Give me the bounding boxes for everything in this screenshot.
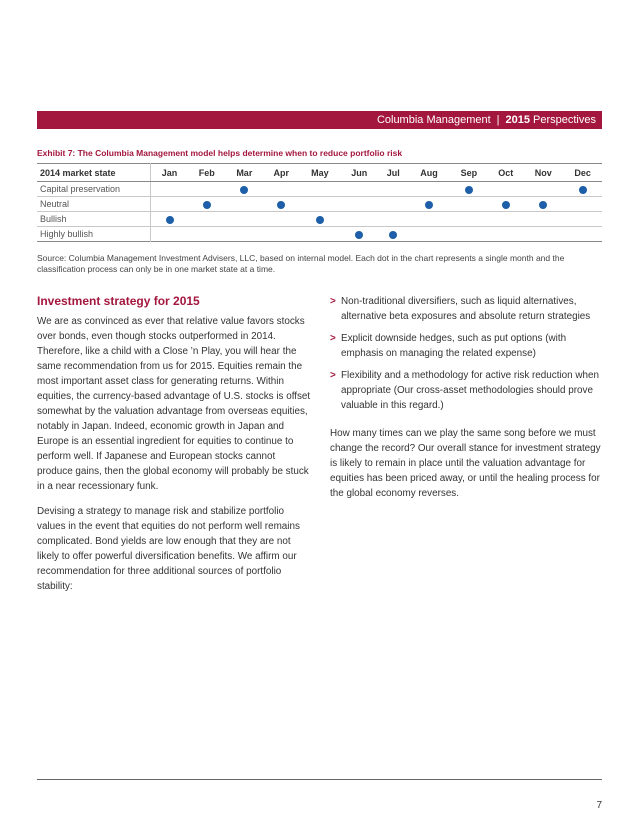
list-item xyxy=(330,368,602,413)
month-header-dec: Dec xyxy=(563,164,602,182)
month-header-oct: Oct xyxy=(488,164,523,182)
month-header-feb: Feb xyxy=(188,164,226,182)
month-state-dot xyxy=(465,186,473,194)
table-cell xyxy=(488,212,523,227)
header-separator: | xyxy=(496,114,500,126)
table-cell xyxy=(563,182,602,197)
right-column xyxy=(330,294,602,511)
table-row xyxy=(37,182,602,197)
bullet-text: Flexibility and a methodology for active risk reduction when appropriate (Our cross-asset methodologies should prove valuable in this regard.) xyxy=(341,370,599,411)
table-cell xyxy=(340,212,378,227)
table-cell xyxy=(226,182,264,197)
state-label: Capital preservation xyxy=(37,182,151,197)
table-cell xyxy=(523,227,563,242)
table-cell xyxy=(408,212,449,227)
market-state-table xyxy=(37,163,602,242)
bullet-marker: > xyxy=(330,296,336,307)
table-cell xyxy=(378,182,409,197)
month-state-dot xyxy=(389,231,397,239)
table-cell xyxy=(408,227,449,242)
table-cell xyxy=(226,227,264,242)
table-cell xyxy=(523,197,563,212)
section-title: Investment strategy for 2015 xyxy=(37,294,200,308)
exhibit-source-note: Source: Columbia Management Investment Advisers, LLC, based on internal model. Each dot in the chart represents a single month and the classification process can only be in one market state at a time. xyxy=(37,253,565,274)
table-cell xyxy=(263,182,299,197)
month-header-jul: Jul xyxy=(378,164,409,182)
header-title: Perspectives xyxy=(533,114,596,126)
table-cell xyxy=(449,197,488,212)
month-state-dot xyxy=(166,216,174,224)
bullet-list xyxy=(330,294,602,413)
month-state-dot xyxy=(316,216,324,224)
table-cell xyxy=(263,197,299,212)
table-row xyxy=(37,212,602,227)
table-cell xyxy=(151,212,189,227)
table-cell xyxy=(449,212,488,227)
table-cell xyxy=(226,197,264,212)
bullet-text: Explicit downside hedges, such as put options (with emphasis on managing the related expense) xyxy=(341,333,567,359)
table-cell xyxy=(263,227,299,242)
exhibit-title: Exhibit 7: The Columbia Management model helps determine when to reduce portfolio risk xyxy=(37,148,403,158)
state-column-header: 2014 market state xyxy=(37,164,151,182)
table-cell xyxy=(340,227,378,242)
table-header-row xyxy=(37,164,602,182)
table-cell xyxy=(226,212,264,227)
table-cell xyxy=(151,182,189,197)
month-header-aug: Aug xyxy=(408,164,449,182)
table-cell xyxy=(299,182,340,197)
table-cell xyxy=(523,212,563,227)
body-paragraph: Devising a strategy to manage risk and stabilize portfolio values in the event that equities do not perform well remains complicated. Bond yields are low enough that they are not likely to offer powerful diversification benefits. We affirm our recommendation for three additional sources of portfolio stability: xyxy=(37,506,300,592)
state-label: Highly bullish xyxy=(37,227,151,242)
table-cell xyxy=(449,227,488,242)
table-cell xyxy=(299,227,340,242)
table-cell xyxy=(378,227,409,242)
month-state-dot xyxy=(579,186,587,194)
table-cell xyxy=(408,182,449,197)
table-cell xyxy=(563,227,602,242)
month-header-jan: Jan xyxy=(151,164,189,182)
table-cell xyxy=(188,227,226,242)
month-state-dot xyxy=(240,186,248,194)
list-item xyxy=(330,294,602,324)
bullet-marker: > xyxy=(330,370,336,381)
month-header-mar: Mar xyxy=(226,164,264,182)
table-cell xyxy=(151,227,189,242)
month-header-jun: Jun xyxy=(340,164,378,182)
month-header-may: May xyxy=(299,164,340,182)
table-cell xyxy=(340,182,378,197)
table-row xyxy=(37,227,602,242)
month-state-dot xyxy=(502,201,510,209)
page-header-bar xyxy=(37,111,602,129)
table-body xyxy=(37,182,602,242)
table-cell xyxy=(188,197,226,212)
state-label: Neutral xyxy=(37,197,151,212)
page-number: 7 xyxy=(596,800,602,811)
table-cell xyxy=(488,197,523,212)
table-cell xyxy=(188,212,226,227)
table-cell xyxy=(299,212,340,227)
table-cell xyxy=(408,197,449,212)
header-year: 2015 xyxy=(505,114,531,126)
body-paragraph: We are as convinced as ever that relative value favors stocks over bonds, even though stocks outperformed in 2014. Therefore, like a child with a Close ’n Play, you will hear the same recommendation from us for 2015. Equities remain the most important asset class for generating returns. Within equities, the currency-based advantage of U.S. stocks is offset somewhat by the valuation advantage from overseas equities, notably in Japan. Indeed, economic growth in Japan and Europe is an essential ingredient for equities to continue to perform well. If Japanese and European stocks cannot produce gains, then the global economy will probably be stuck in a near recessionary funk. xyxy=(37,316,311,492)
footer-divider xyxy=(37,779,602,780)
table-cell xyxy=(488,182,523,197)
table-row xyxy=(37,197,602,212)
left-column xyxy=(37,294,311,604)
bullet-marker: > xyxy=(330,333,336,344)
month-state-dot xyxy=(355,231,363,239)
month-state-dot xyxy=(277,201,285,209)
table-cell xyxy=(449,182,488,197)
closing-paragraph: How many times can we play the same song before we must change the record? Our overall stance for investment strategy is likely to remain in place until the valuation advantage for equities has been priced away, or until the healing process for the global economy reverses. xyxy=(330,428,601,499)
table-cell xyxy=(378,197,409,212)
table-cell xyxy=(263,212,299,227)
table-cell xyxy=(378,212,409,227)
header-company: Columbia Management xyxy=(376,114,491,126)
month-state-dot xyxy=(539,201,547,209)
table-cell xyxy=(340,197,378,212)
month-header-sep: Sep xyxy=(449,164,488,182)
table-cell xyxy=(188,182,226,197)
table-cell xyxy=(299,197,340,212)
table-cell xyxy=(151,197,189,212)
table-cell xyxy=(523,182,563,197)
list-item xyxy=(330,331,602,361)
table-cell xyxy=(563,197,602,212)
state-label: Bullish xyxy=(37,212,151,227)
table-cell xyxy=(488,227,523,242)
month-header-apr: Apr xyxy=(263,164,299,182)
month-header-nov: Nov xyxy=(523,164,563,182)
month-state-dot xyxy=(203,201,211,209)
bullet-text: Non-traditional diversifiers, such as liquid alternatives, alternative beta exposures and absolute return strategies xyxy=(341,296,591,322)
table-cell xyxy=(563,212,602,227)
month-state-dot xyxy=(425,201,433,209)
